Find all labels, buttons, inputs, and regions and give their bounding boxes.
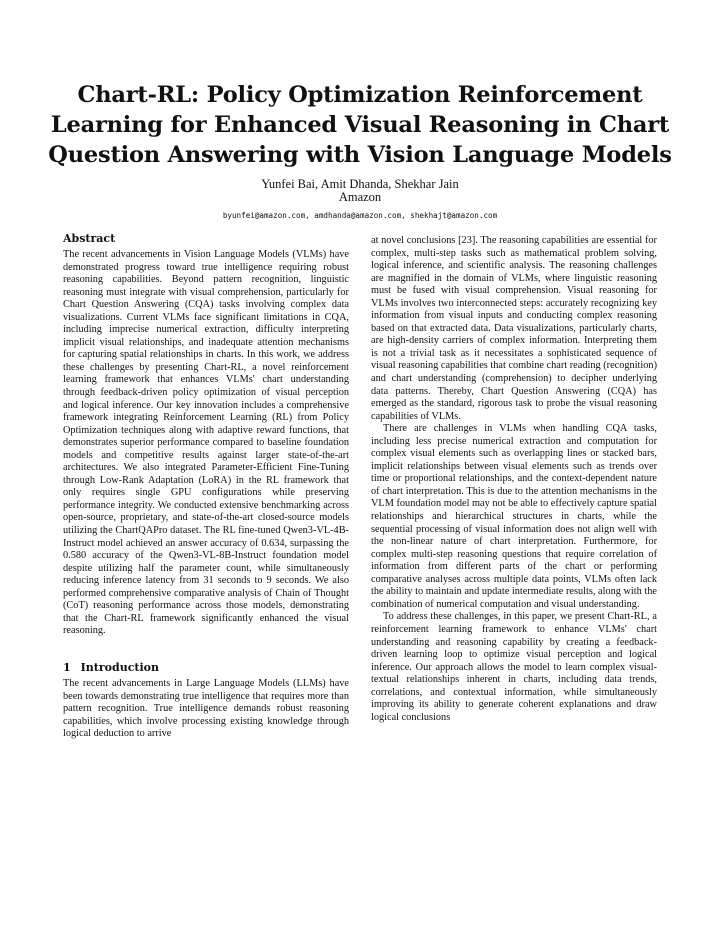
right-column	[371, 235, 657, 724]
author-affiliation: Amazon	[338, 190, 382, 204]
intro-paragraph-3: To address these challenges, in this paper, we present Chart-RL, a reinforcement learning framework to enhance VLMs' chart understanding and reasoning capability by creating a feedback-driven learning loop to optimize visual perception and logical inference. Our approach allows the model to learn complex visual-textual relationships inherent in charts, including data trends, correlations, and contextual information, while simultaneously improving its ability to generate coherent explanations and draw logical conclusions	[371, 611, 657, 723]
paper-title: Chart-RL: Policy Optimization Reinforcement Learning for Enhanced Visual Reasoning in Chart Question Answering with Vision Language Models	[48, 82, 672, 168]
abstract-heading: Abstract	[63, 232, 116, 245]
abstract-text: The recent advancements in Vision Language Models (VLMs) have demonstrated progress toward true intelligence requiring robust reasoning capabilities. Beyond pattern recognition, linguistic reasoning must integrate with visual comprehension, particularly for Chart Question Answering (CQA) tasks involving complex data visualizations. Current VLMs face significant limitations in CQA, including imprecise numerical extraction, difficulty interpreting implicit visual relationships, and inadequate attention mechanisms for capturing spatial relationships in charts. In this work, we address these challenges by presenting Chart-RL, a novel reinforcement learning framework that enhances VLMs' chart understanding through feedback-driven policy optimization of visual perception and logical inference. Our key innovation includes a comprehensive framework integrating Reinforcement Learning (RL) from Policy Optimization techniques along with adaptive reward functions, that demonstrates superior performance compared to baseline foundation models and competitive results against larger state-of-the-art architectures. We also integrated Parameter-Efficient Fine-Tuning through Low-Rank Adaptation (LoRA) in the RL framework that only requires single GPU configurations while preserving performance integrity. We conducted extensive benchmarking across open-source, proprietary, and state-of-the-art closed-source models utilizing the ChartQAPro dataset. The RL fine-tuned Qwen3-VL-4B-Instruct model achieved an answer accuracy of 0.634, surpassing the 0.580 accuracy of the Qwen3-VL-8B-Instruct foundation model despite utilizing half the parameter count, while simultaneously reducing inference latency from 31 seconds to 9 seconds. We also performed comprehensive comparative analysis of Chain of Thought (CoT) reasoning performance across those models, demonstrating that the Chart-RL framework significantly enhanced the visual reasoning.	[63, 249, 349, 637]
section-number: 1	[63, 660, 71, 674]
intro-paragraph-1-start: The recent advancements in Large Language Models (LLMs) have been towards demonstrating true intelligence that requires more than pattern recognition. True intelligence demands robust reasoning capabilities, which involve processing existing knowledge through logical deduction to arrive	[63, 677, 349, 740]
author-block	[0, 178, 720, 204]
left-column	[63, 232, 349, 741]
introduction-heading	[63, 661, 349, 675]
section-title: Introduction	[80, 660, 159, 674]
author-names: Yunfei Bai, Amit Dhanda, Shekhar Jain	[261, 177, 459, 191]
author-emails: byunfei@amazon.com, amdhanda@amazon.com, shekhajt@amazon.com	[222, 211, 498, 220]
intro-paragraph-1-continued: at novel conclusions [23]. The reasoning capabilities are essential for complex, multi-step tasks such as mathematical problem solving, logical inference, and scientific analysis. The reasoning challenges are magnified in the domain of VLMs, where linguistic reasoning must be fused with visual comprehension. Visual reasoning for VLMs involves two interconnected steps: accurately recognizing key information from visual inputs and conducting complex reasoning based on that extracted data. Data visualizations, particularly charts, are high-density carriers of complex information. Interpreting them is not a trivial task as it necessitates a sophisticated sequence of visual reasoning capabilities that combine chart reading (recognition) and chart understanding (comprehension) to decipher underlying data patterns. Thereby, Chart Question Answering (CQA) has emerged as the standard, rigorous task to probe the visual reasoning capabilities of VLMs.	[371, 235, 657, 422]
intro-paragraph-2: There are challenges in VLMs when handling CQA tasks, including less precise numerical extraction and computation for complex visual elements such as overlapping lines or stacked bars, implicit relationships between visual elements such as trends over time or proportional relationships, and the context-dependent nature of chart interpretation. This is due to the attention mechanisms in the VLM foundation model may not be able to effectively capture spatial relationships and hierarchical structures in charts, while the sequential processing of visual information does not align well with the non-linear nature of chart interpretation. Furthermore, for complex multi-step reasoning questions that require correlation of information from different parts of the chart or performing comparative analyses across multiple data points, VLMs often lack the ability to maintain and update intermediate results, along with the combination of numerical computation and visual understanding.	[371, 423, 657, 610]
